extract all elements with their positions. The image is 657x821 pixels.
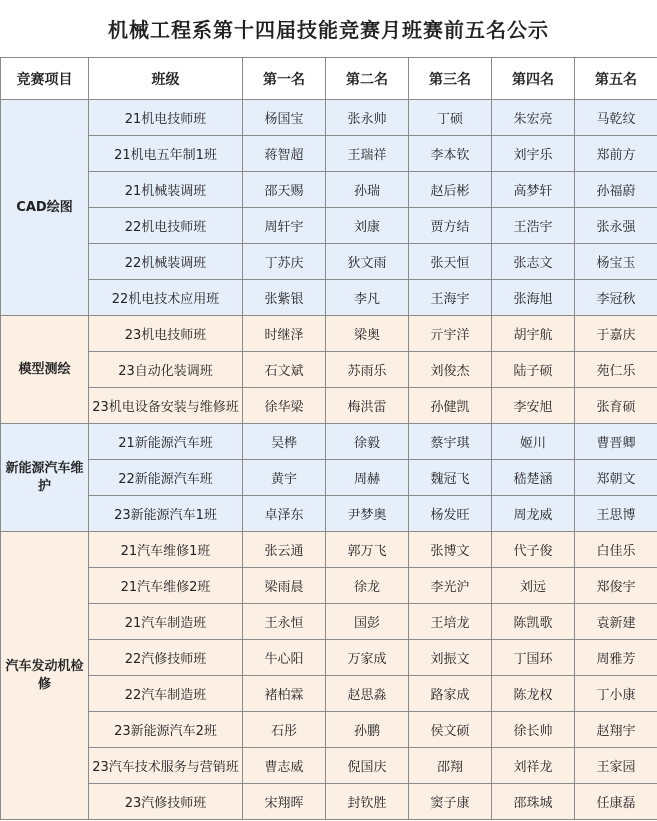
rank-3-cell: 赵后彬 — [409, 172, 492, 208]
table-row — [1, 712, 657, 748]
table-row — [1, 424, 657, 460]
header-fifth: 第五名 — [575, 58, 657, 100]
table-row — [1, 172, 657, 208]
rank-2-cell: 封钦胜 — [326, 784, 409, 820]
table-row — [1, 748, 657, 784]
rank-4-cell: 嵇楚涵 — [492, 460, 575, 496]
rank-3-cell: 窦子康 — [409, 784, 492, 820]
rank-1-cell: 褚柏霖 — [243, 676, 326, 712]
rank-2-cell: 苏雨乐 — [326, 352, 409, 388]
class-name-cell: 21机电五年制1班 — [89, 136, 243, 172]
rank-1-cell: 石文斌 — [243, 352, 326, 388]
event-category: CAD绘图 — [1, 100, 89, 316]
rank-1-cell: 宋翔晖 — [243, 784, 326, 820]
rank-2-cell: 王瑞祥 — [326, 136, 409, 172]
table-row — [1, 532, 657, 568]
rank-1-cell: 张云通 — [243, 532, 326, 568]
event-category: 汽车发动机检修 — [1, 532, 89, 820]
rank-2-cell: 赵思淼 — [326, 676, 409, 712]
rank-4-cell: 高梦轩 — [492, 172, 575, 208]
rank-1-cell: 丁苏庆 — [243, 244, 326, 280]
rank-4-cell: 徐长帅 — [492, 712, 575, 748]
class-name-cell: 23自动化装调班 — [89, 352, 243, 388]
rank-2-cell: 郭万飞 — [326, 532, 409, 568]
rank-4-cell: 刘远 — [492, 568, 575, 604]
rank-4-cell: 刘宇乐 — [492, 136, 575, 172]
results-body — [1, 100, 657, 820]
rank-2-cell: 狄文雨 — [326, 244, 409, 280]
header-first: 第一名 — [243, 58, 326, 100]
rank-1-cell: 王永恒 — [243, 604, 326, 640]
event-category: 新能源汽车维护 — [1, 424, 89, 532]
rank-1-cell: 周轩宇 — [243, 208, 326, 244]
rank-5-cell: 孙福蔚 — [575, 172, 657, 208]
header-third: 第三名 — [409, 58, 492, 100]
rank-3-cell: 贾方结 — [409, 208, 492, 244]
rank-4-cell: 陆子硕 — [492, 352, 575, 388]
rank-2-cell: 刘康 — [326, 208, 409, 244]
class-name-cell: 22汽修技师班 — [89, 640, 243, 676]
rank-2-cell: 李凡 — [326, 280, 409, 316]
rank-4-cell: 张海旭 — [492, 280, 575, 316]
rank-4-cell: 朱宏亮 — [492, 100, 575, 136]
rank-3-cell: 侯文硕 — [409, 712, 492, 748]
table-row — [1, 208, 657, 244]
class-name-cell: 23汽车技术服务与营销班 — [89, 748, 243, 784]
rank-4-cell: 姬川 — [492, 424, 575, 460]
class-name-cell: 23汽修技师班 — [89, 784, 243, 820]
rank-1-cell: 蒋智超 — [243, 136, 326, 172]
rank-3-cell: 路家成 — [409, 676, 492, 712]
rank-1-cell: 曹志威 — [243, 748, 326, 784]
rank-3-cell: 张天恒 — [409, 244, 492, 280]
class-name-cell: 22新能源汽车班 — [89, 460, 243, 496]
rank-5-cell: 丁小康 — [575, 676, 657, 712]
header-fourth: 第四名 — [492, 58, 575, 100]
table-row — [1, 460, 657, 496]
table-row — [1, 352, 657, 388]
rank-3-cell: 张博文 — [409, 532, 492, 568]
class-name-cell: 23新能源汽车2班 — [89, 712, 243, 748]
rank-2-cell: 徐毅 — [326, 424, 409, 460]
rank-4-cell: 代子俊 — [492, 532, 575, 568]
rank-5-cell: 张育硕 — [575, 388, 657, 424]
rank-3-cell: 魏冠飞 — [409, 460, 492, 496]
page-title: 机械工程系第十四届技能竞赛月班赛前五名公示 — [108, 18, 549, 42]
table-row — [1, 784, 657, 820]
rank-3-cell: 亓宇洋 — [409, 316, 492, 352]
rank-2-cell: 梁奥 — [326, 316, 409, 352]
class-name-cell: 22机电技师班 — [89, 208, 243, 244]
results-table — [0, 57, 657, 820]
rank-3-cell: 王培龙 — [409, 604, 492, 640]
table-row — [1, 280, 657, 316]
rank-2-cell: 尹梦奥 — [326, 496, 409, 532]
table-row — [1, 244, 657, 280]
rank-2-cell: 孙鹏 — [326, 712, 409, 748]
rank-1-cell: 徐华梁 — [243, 388, 326, 424]
rank-5-cell: 白佳乐 — [575, 532, 657, 568]
table-row — [1, 568, 657, 604]
rank-4-cell: 邵珠城 — [492, 784, 575, 820]
class-name-cell: 21汽车制造班 — [89, 604, 243, 640]
rank-2-cell: 徐龙 — [326, 568, 409, 604]
rank-3-cell: 蔡宇琪 — [409, 424, 492, 460]
class-name-cell: 22机电技术应用班 — [89, 280, 243, 316]
rank-2-cell: 国彭 — [326, 604, 409, 640]
rank-4-cell: 张志文 — [492, 244, 575, 280]
rank-2-cell: 孙瑞 — [326, 172, 409, 208]
rank-1-cell: 时继泽 — [243, 316, 326, 352]
rank-1-cell: 梁雨晨 — [243, 568, 326, 604]
rank-5-cell: 马乾纹 — [575, 100, 657, 136]
rank-2-cell: 万家成 — [326, 640, 409, 676]
rank-5-cell: 王思博 — [575, 496, 657, 532]
class-name-cell: 23机电设备安装与维修班 — [89, 388, 243, 424]
rank-4-cell: 刘祥龙 — [492, 748, 575, 784]
rank-3-cell: 邵翔 — [409, 748, 492, 784]
rank-3-cell: 杨发旺 — [409, 496, 492, 532]
class-name-cell: 21汽车维修1班 — [89, 532, 243, 568]
rank-4-cell: 胡宇航 — [492, 316, 575, 352]
class-name-cell: 21机电技师班 — [89, 100, 243, 136]
rank-1-cell: 邵天赐 — [243, 172, 326, 208]
rank-2-cell: 张永帅 — [326, 100, 409, 136]
rank-5-cell: 郑前方 — [575, 136, 657, 172]
table-row — [1, 100, 657, 136]
rank-3-cell: 李光沪 — [409, 568, 492, 604]
rank-5-cell: 任康磊 — [575, 784, 657, 820]
rank-5-cell: 于嘉庆 — [575, 316, 657, 352]
rank-1-cell: 牛心阳 — [243, 640, 326, 676]
header-second: 第二名 — [326, 58, 409, 100]
rank-3-cell: 丁硕 — [409, 100, 492, 136]
rank-1-cell: 黄宇 — [243, 460, 326, 496]
rank-1-cell: 吴桦 — [243, 424, 326, 460]
rank-5-cell: 张永强 — [575, 208, 657, 244]
rank-3-cell: 王海宇 — [409, 280, 492, 316]
rank-5-cell: 郑朝文 — [575, 460, 657, 496]
table-row — [1, 136, 657, 172]
rank-5-cell: 杨宝玉 — [575, 244, 657, 280]
header-class: 班级 — [89, 58, 243, 100]
rank-4-cell: 陈凯歌 — [492, 604, 575, 640]
rank-4-cell: 王浩宇 — [492, 208, 575, 244]
class-name-cell: 23新能源汽车1班 — [89, 496, 243, 532]
rank-4-cell: 李安旭 — [492, 388, 575, 424]
rank-5-cell: 王家园 — [575, 748, 657, 784]
table-row — [1, 496, 657, 532]
rank-5-cell: 曹晋卿 — [575, 424, 657, 460]
table-row — [1, 604, 657, 640]
event-category: 模型测绘 — [1, 316, 89, 424]
table-row — [1, 640, 657, 676]
rank-3-cell: 刘振文 — [409, 640, 492, 676]
rank-1-cell: 卓泽东 — [243, 496, 326, 532]
rank-4-cell: 陈龙权 — [492, 676, 575, 712]
rank-5-cell: 周雅芳 — [575, 640, 657, 676]
rank-5-cell: 赵翔宇 — [575, 712, 657, 748]
rank-5-cell: 郑俊宇 — [575, 568, 657, 604]
table-row — [1, 676, 657, 712]
rank-3-cell: 李本钦 — [409, 136, 492, 172]
class-name-cell: 21汽车维修2班 — [89, 568, 243, 604]
rank-2-cell: 倪国庆 — [326, 748, 409, 784]
class-name-cell: 21新能源汽车班 — [89, 424, 243, 460]
header-row — [1, 58, 657, 100]
rank-1-cell: 杨国宝 — [243, 100, 326, 136]
rank-5-cell: 袁新建 — [575, 604, 657, 640]
class-name-cell: 23机电技师班 — [89, 316, 243, 352]
rank-4-cell: 周龙威 — [492, 496, 575, 532]
class-name-cell: 22机械装调班 — [89, 244, 243, 280]
rank-1-cell: 张紫银 — [243, 280, 326, 316]
table-row — [1, 316, 657, 352]
header-event: 竞赛项目 — [1, 58, 89, 100]
rank-3-cell: 刘俊杰 — [409, 352, 492, 388]
rank-3-cell: 孙健凯 — [409, 388, 492, 424]
rank-2-cell: 梅洪雷 — [326, 388, 409, 424]
rank-2-cell: 周赫 — [326, 460, 409, 496]
rank-4-cell: 丁国环 — [492, 640, 575, 676]
rank-1-cell: 石彤 — [243, 712, 326, 748]
rank-5-cell: 苑仁乐 — [575, 352, 657, 388]
class-name-cell: 22汽车制造班 — [89, 676, 243, 712]
table-row — [1, 388, 657, 424]
class-name-cell: 21机械装调班 — [89, 172, 243, 208]
rank-5-cell: 李冠秋 — [575, 280, 657, 316]
